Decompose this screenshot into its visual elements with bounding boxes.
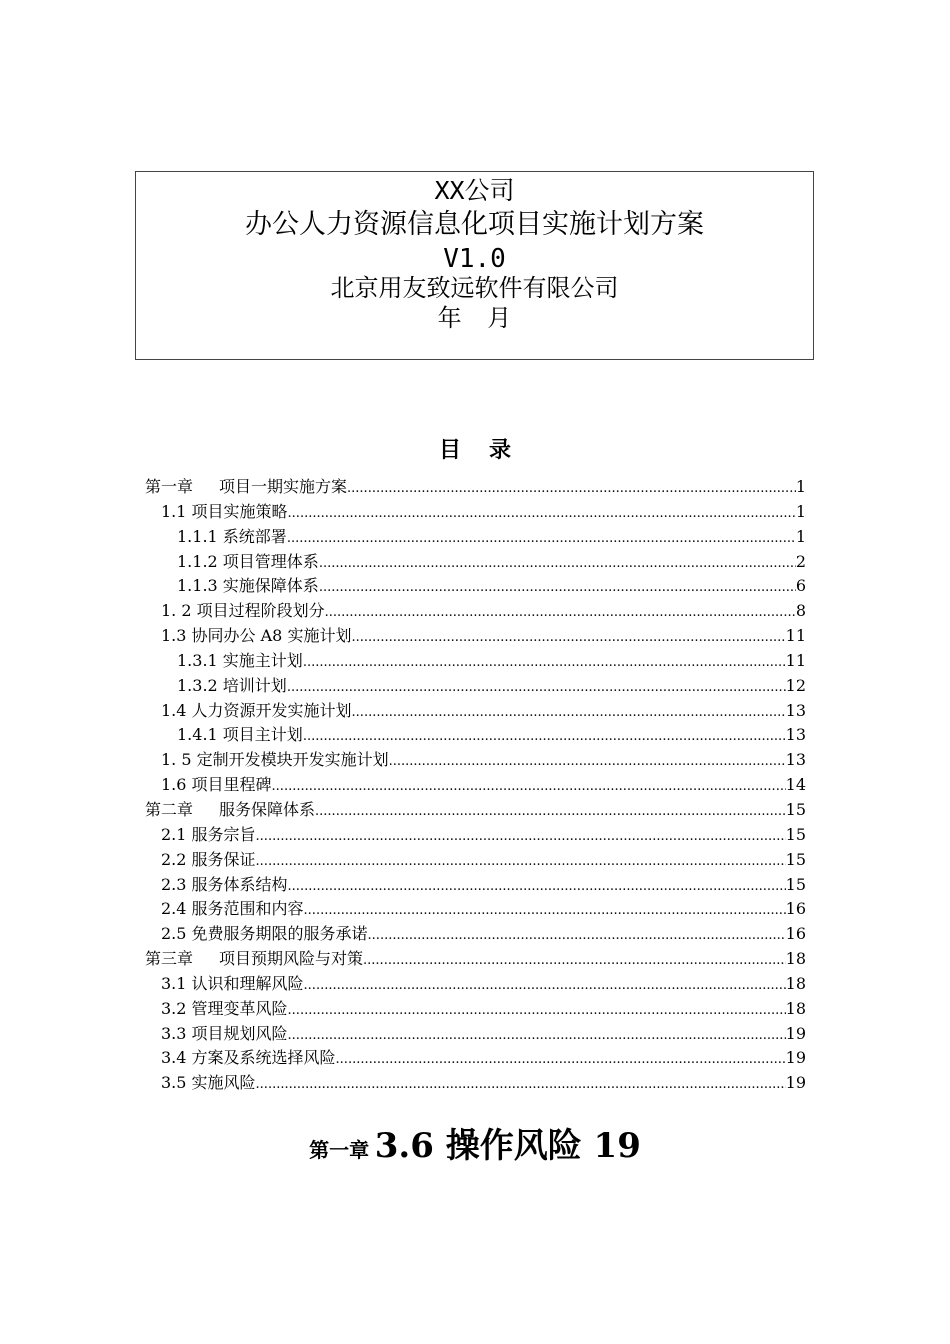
toc-entry-label: [161, 699, 352, 724]
toc-entry-label: [177, 525, 287, 550]
toc-entry-text: 1.1.3 实施保障体系: [177, 576, 319, 596]
toc-entry[interactable]: [145, 823, 806, 848]
toc-entry-label: [161, 922, 368, 947]
toc-entry[interactable]: [145, 972, 806, 997]
toc-leader-dots: [389, 748, 786, 773]
toc-page-number: 14: [785, 775, 806, 795]
toc-heading: 目录: [438, 437, 539, 463]
toc-entry-label: [161, 972, 304, 997]
toc-entry-label: [145, 947, 363, 972]
company-name: XX公司: [434, 176, 515, 205]
toc-entry-text: 1.4 人力资源开发实施计划: [161, 700, 352, 720]
toc-leader-dots: [288, 500, 796, 525]
toc-entry[interactable]: [145, 574, 806, 599]
toc-entry-label: [161, 748, 389, 773]
toc-entry-label: [161, 599, 325, 624]
toc-entry[interactable]: [145, 873, 806, 898]
toc-page-number: 13: [785, 750, 806, 770]
toc-entry-text: 2.4 服务范围和内容: [161, 899, 304, 919]
toc-entry[interactable]: [145, 773, 806, 798]
toc-leader-dots: [256, 823, 786, 848]
toc-entry-label: [161, 997, 288, 1022]
toc-entry[interactable]: [145, 525, 806, 550]
toc-entry-label: [161, 873, 288, 898]
toc-entry-label: [177, 550, 319, 575]
toc-chapter-number: 第三章: [145, 949, 194, 969]
toc-page-number: 6: [795, 576, 806, 596]
toc-page-number: 18: [785, 973, 806, 993]
version-label: V1.0: [443, 244, 506, 274]
toc-entry-text: 1.1.1 系统部署: [177, 526, 287, 546]
toc-entry-label: [145, 798, 315, 823]
toc-leader-dots: [287, 674, 786, 699]
toc-leader-dots: [304, 972, 786, 997]
toc-page-number: 11: [785, 650, 806, 670]
toc-entry[interactable]: [145, 947, 806, 972]
toc-page-number: 18: [785, 998, 806, 1018]
toc-entry[interactable]: [145, 723, 806, 748]
toc-entry-text: 1.1 项目实施策略: [161, 501, 288, 521]
toc-leader-dots: [319, 550, 796, 575]
toc-page-number: 1: [795, 501, 806, 521]
toc-leader-dots: [352, 699, 786, 724]
toc-page-number: 8: [795, 601, 806, 621]
toc-entry-text: 2.5 免费服务期限的服务承诺: [161, 924, 368, 944]
project-title: 办公人力资源信息化项目实施计划方案: [245, 209, 704, 240]
toc-entry-label: [177, 723, 303, 748]
toc-entry-text: 3.5 实施风险: [161, 1073, 256, 1093]
toc-page-number: 15: [785, 874, 806, 894]
chapter-heading: [0, 1122, 950, 1176]
toc-leader-dots: [363, 947, 786, 972]
toc-entry-text: 3.2 管理变革风险: [161, 998, 288, 1018]
toc-entry[interactable]: [145, 699, 806, 724]
toc-leader-dots: [368, 922, 786, 947]
toc-page-number: 19: [785, 1048, 806, 1068]
toc-page-number: 13: [785, 725, 806, 745]
toc-entry[interactable]: [145, 1022, 806, 1047]
toc-page-number: 2: [795, 551, 806, 571]
toc-leader-dots: [303, 649, 786, 674]
toc-leader-dots: [336, 1046, 786, 1071]
toc-page-number: 19: [785, 1023, 806, 1043]
toc-entry-label: [145, 475, 347, 500]
toc-page-number: 16: [785, 924, 806, 944]
toc-entry[interactable]: [145, 798, 806, 823]
toc-entry-label: [161, 848, 256, 873]
toc-entry-label: [177, 674, 287, 699]
toc-entry[interactable]: [145, 748, 806, 773]
toc-leader-dots: [347, 475, 796, 500]
toc-leader-dots: [288, 997, 786, 1022]
toc-entry-label: [161, 500, 288, 525]
toc-entry[interactable]: [145, 475, 806, 500]
toc-entry[interactable]: [145, 500, 806, 525]
toc-entry-label: [161, 1022, 288, 1047]
toc-entry[interactable]: [145, 649, 806, 674]
toc-entry-text: 3.4 方案及系统选择风险: [161, 1048, 336, 1068]
toc-page-number: 11: [785, 626, 806, 646]
toc-page-number: 15: [785, 824, 806, 844]
toc-entry-text: 2.2 服务保证: [161, 849, 256, 869]
toc-page-number: 12: [785, 675, 806, 695]
toc-entry-label: [161, 897, 304, 922]
date-label: 年 月: [437, 304, 512, 332]
toc-leader-dots: [288, 1022, 786, 1047]
toc-leader-dots: [315, 798, 786, 823]
toc-page-number: 16: [785, 899, 806, 919]
toc-entry-text: 1.4.1 项目主计划: [177, 725, 303, 745]
vendor-name: 北京用友致远软件有限公司: [330, 274, 619, 302]
toc-entry-label: [161, 773, 272, 798]
toc-page-number: 15: [785, 849, 806, 869]
toc-entry[interactable]: [145, 1046, 806, 1071]
toc-entry[interactable]: [145, 624, 806, 649]
toc-entry[interactable]: [145, 897, 806, 922]
toc-entry-text: 2.1 服务宗旨: [161, 824, 256, 844]
chapter-title: 3.6 操作风险 19: [374, 1126, 641, 1166]
toc-entry[interactable]: [145, 848, 806, 873]
toc-leader-dots: [303, 723, 786, 748]
toc-page-number: 18: [785, 949, 806, 969]
toc-leader-dots: [351, 624, 785, 649]
toc-entry[interactable]: [145, 550, 806, 575]
toc-entry-text: 1.3 协同办公 A8 实施计划: [161, 626, 352, 646]
toc-leader-dots: [319, 574, 796, 599]
toc-entry[interactable]: [145, 922, 806, 947]
toc-entry-text: 项目一期实施方案: [219, 477, 348, 496]
toc-entry-label: [161, 1046, 336, 1071]
toc-page-number: 1: [795, 477, 806, 496]
toc-leader-dots: [272, 773, 786, 798]
toc-entry-text: 3.3 项目规划风险: [161, 1023, 288, 1043]
toc-page-number: 15: [785, 799, 806, 819]
toc-entry-text: 1.6 项目里程碑: [161, 775, 272, 795]
toc-entry-text: 2.3 服务体系结构: [161, 874, 288, 894]
chapter-prefix: 第一章: [309, 1138, 370, 1162]
toc-leader-dots: [256, 848, 786, 873]
cover-title-box: [135, 171, 814, 360]
toc-page-number: 19: [785, 1073, 806, 1093]
toc-leader-dots: [325, 599, 796, 624]
toc-entry-text: 1.3.2 培训计划: [177, 675, 287, 695]
toc-entry[interactable]: [145, 997, 806, 1022]
toc-page-number: 1: [795, 526, 806, 546]
toc-chapter-number: 第一章: [145, 477, 194, 496]
toc-entry-text: 服务保障体系: [219, 799, 316, 819]
toc-entry[interactable]: [145, 599, 806, 624]
toc-entry-text: 项目预期风险与对策: [219, 949, 364, 969]
toc-leader-dots: [287, 525, 796, 550]
toc-entry-label: [177, 649, 303, 674]
toc-entry[interactable]: [145, 1071, 806, 1096]
toc-entry-text: 1. 2 项目过程阶段划分: [161, 601, 325, 621]
toc-entry-label: [161, 624, 351, 649]
toc-entry-label: [161, 1071, 256, 1096]
toc-entry[interactable]: [145, 674, 806, 699]
toc-entry-label: [177, 574, 319, 599]
toc-leader-dots: [288, 873, 786, 898]
table-of-contents: [145, 475, 806, 1096]
toc-leader-dots: [256, 1071, 786, 1096]
toc-entry-text: 1.1.2 项目管理体系: [177, 551, 319, 571]
toc-entry-label: [161, 823, 256, 848]
toc-leader-dots: [304, 897, 786, 922]
toc-entry-text: 3.1 认识和理解风险: [161, 973, 304, 993]
toc-page-number: 13: [785, 700, 806, 720]
toc-entry-text: 1.3.1 实施主计划: [177, 650, 303, 670]
toc-chapter-number: 第二章: [145, 799, 194, 819]
toc-entry-text: 1. 5 定制开发模块开发实施计划: [161, 750, 389, 770]
